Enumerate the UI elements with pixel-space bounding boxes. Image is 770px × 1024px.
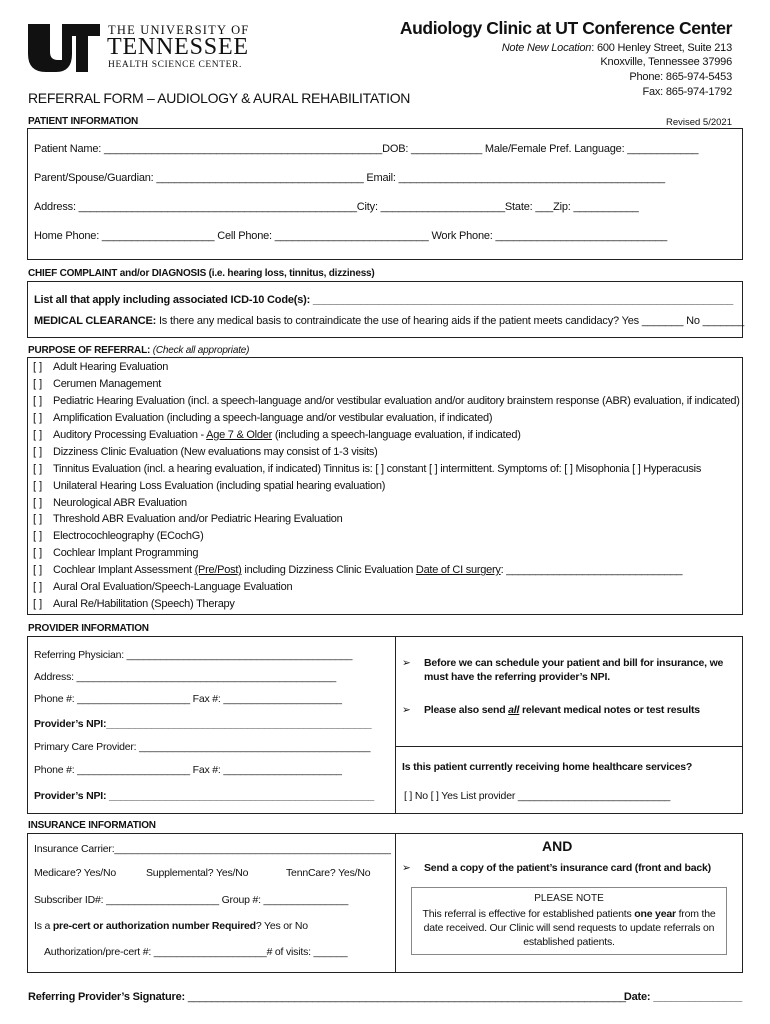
home-healthcare-question: Is this patient currently receiving home healthcare services?: [402, 761, 693, 773]
medicare-field[interactable]: Medicare? Yes/No: [34, 867, 117, 879]
note-text: from the date received. Our Clinic will send requests to update referrals on established patients.: [423, 908, 716, 948]
purpose-item: Pediatric Hearing Evaluation (incl. a speech-language and/or vestibular evaluation and/or auditory brainstem response (ABR) evaluation, if indicated): [53, 394, 740, 407]
home-healthcare-answer[interactable]: [ ] No [ ] Yes List provider ___________________________: [404, 790, 671, 802]
logo-line-1: THE UNIVERSITY OF: [108, 23, 250, 37]
provider-hdivider: [395, 746, 743, 747]
note-text: relevant medical notes or test results: [519, 704, 700, 716]
item-text: (including a speech-language evaluation, if indicated): [272, 428, 521, 441]
checkbox-6[interactable]: [ ]: [33, 445, 43, 458]
age-note: Age 7 & Older: [206, 428, 273, 441]
provider-phone-fax-field[interactable]: Phone #: ____________________ Fax #: _____________________: [34, 693, 342, 705]
checkbox-14[interactable]: [ ]: [33, 581, 43, 594]
purpose-checkboxes: [33, 359, 42, 613]
purpose-item: Cochlear Implant Programming: [53, 547, 199, 560]
arrow-icon: ➢: [402, 862, 411, 874]
patient-name-row[interactable]: Patient Name: _______________________________________________DOB: ____________ Male/Female Pref. Language: ____________: [34, 143, 699, 155]
revised-date: Revised 5/2021: [665, 117, 732, 128]
authorization-field[interactable]: Authorization/pre-cert #: ____________________# of visits: ______: [44, 946, 348, 958]
purpose-item: Neurological ABR Evaluation: [53, 496, 187, 509]
ci-surgery-date-label: Date of CI surgery: [415, 564, 501, 577]
patient-info-box: [27, 128, 743, 260]
complaint-box: [27, 281, 743, 338]
precert-text: Is a: [34, 920, 53, 932]
purpose-item-auditory-processing: [53, 427, 740, 444]
clinic-location: [502, 42, 732, 54]
precert-emphasis: pre-cert or authorization number Required: [52, 920, 256, 932]
signature-line[interactable]: __________________________________________________________________________: [185, 991, 626, 1003]
complaint-section-heading: CHIEF COMPLAINT and/or DIAGNOSIS (i.e. hearing loss, tinnitus, dizziness): [28, 268, 375, 279]
checkbox-13[interactable]: [ ]: [33, 564, 43, 577]
icd-codes-row[interactable]: List all that apply including associated ICD-10 Code(s): _______________________________________________________________________: [34, 294, 734, 306]
note-text: This referral is effective for established patients: [422, 908, 635, 920]
purpose-note: (Check all appropriate): [150, 345, 250, 356]
provider-address-field[interactable]: Address: ______________________________________________: [34, 671, 336, 683]
location-address: : 600 Henley Street, Suite 213: [591, 42, 732, 54]
provider-divider: [395, 636, 396, 814]
checkbox-10[interactable]: [ ]: [33, 513, 43, 526]
item-text: Auditory Processing Evaluation -: [53, 428, 207, 441]
clinic-fax: Fax: 865-974-1792: [642, 86, 732, 98]
checkbox-5[interactable]: [ ]: [33, 428, 43, 441]
clinic-title: Audiology Clinic at UT Conference Center: [399, 18, 732, 38]
purpose-item: Amplification Evaluation (including a speech-language and/or vestibular evaluation, if indicated): [53, 411, 493, 424]
purpose-item: Aural Re/Habilitation (Speech) Therapy: [53, 598, 235, 611]
pcp-phone-fax-field[interactable]: Phone #: ____________________ Fax #: _____________________: [34, 764, 342, 776]
checkbox-12[interactable]: [ ]: [33, 547, 43, 560]
insurance-divider: [395, 833, 396, 973]
arrow-icon: ➢: [402, 704, 411, 716]
clinic-phone: Phone: 865-974-5453: [629, 71, 732, 83]
checkbox-15[interactable]: [ ]: [33, 598, 43, 611]
checkbox-9[interactable]: [ ]: [33, 496, 43, 509]
university-logo: [28, 22, 260, 74]
insurance-carrier-field[interactable]: Insurance Carrier:_________________________________________________: [34, 843, 391, 855]
purpose-item: Unilateral Hearing Loss Evaluation (including spatial hearing evaluation): [53, 479, 386, 492]
logo-line-2: TENNESSEE: [107, 34, 249, 60]
purpose-item: Dizziness Clinic Evaluation (New evaluations may consist of 1-3 visits): [53, 445, 378, 458]
form-title: REFERRAL FORM – AUDIOLOGY & AURAL REHABILITATION: [28, 90, 411, 106]
note-text: Please also send: [424, 704, 509, 716]
subscriber-group-field[interactable]: Subscriber ID#: ____________________ Group #: _______________: [34, 894, 349, 906]
npi-note: [402, 656, 738, 684]
purpose-item: Electrocochleography (ECochG): [53, 530, 204, 543]
checkbox-11[interactable]: [ ]: [33, 530, 43, 543]
medical-clearance-row[interactable]: [34, 315, 744, 327]
insurance-card-text: Send a copy of the patient’s insurance card (front and back): [424, 862, 711, 874]
pcp-npi-field[interactable]: Provider’s NPI: _______________________________________________: [34, 790, 375, 802]
medical-notes-note: [402, 703, 738, 717]
signature-label: Referring Provider’s Signature:: [28, 991, 186, 1003]
purpose-item-tinnitus[interactable]: Tinnitus Evaluation (incl. a hearing evaluation, if indicated) Tinnitus is: [ ] constant [ ] intermittent. Symptoms of: [ ] Misophonia [ ] Hyperacusis: [53, 462, 702, 475]
checkbox-1[interactable]: [ ]: [33, 361, 43, 373]
purpose-item: Cerumen Management: [53, 377, 162, 390]
please-note-text: [416, 907, 722, 949]
checkbox-4[interactable]: [ ]: [33, 411, 43, 424]
phones-row[interactable]: Home Phone: ___________________ Cell Phone: __________________________ Work Phone: _____________________________: [34, 230, 668, 242]
purpose-heading: PURPOSE OF REFERRAL:: [28, 345, 151, 356]
tenncare-field[interactable]: TennCare? Yes/No: [286, 867, 371, 879]
signature-row[interactable]: [28, 991, 626, 1003]
purpose-item: Aural Oral Evaluation/Speech-Language Evaluation: [53, 581, 293, 594]
guardian-email-row[interactable]: Parent/Spouse/Guardian: ___________________________________ Email: _____________________________________________: [34, 172, 665, 184]
location-label: Note New Location: [501, 42, 592, 54]
purpose-section-heading: [28, 345, 249, 356]
npi-note-text: Before we can schedule your patient and bill for insurance, we must have the referring provider’s NPI.: [424, 657, 724, 683]
provider-npi-field[interactable]: Provider’s NPI:_______________________________________________: [34, 718, 372, 730]
primary-care-field[interactable]: Primary Care Provider: _________________________________________: [34, 741, 371, 753]
purpose-item: Threshold ABR Evaluation and/or Pediatric Hearing Evaluation: [53, 513, 343, 526]
referring-physician-field[interactable]: Referring Physician: ________________________________________: [34, 649, 353, 661]
ut-logo-icon: [28, 22, 100, 72]
checkbox-3[interactable]: [ ]: [33, 394, 43, 407]
logo-line-3: HEALTH SCIENCE CENTER.: [108, 60, 242, 70]
please-note-title: PLEASE NOTE: [534, 893, 604, 904]
supplemental-field[interactable]: Supplemental? Yes/No: [146, 867, 249, 879]
purpose-item: Adult Hearing Evaluation: [53, 361, 169, 373]
address-row[interactable]: Address: _______________________________________________City: _____________________State: ___Zip: ___________: [34, 201, 639, 213]
provider-section-heading: PROVIDER INFORMATION: [28, 623, 149, 634]
medical-clearance-label: MEDICAL CLEARANCE:: [34, 315, 157, 327]
precert-options: ? Yes or No: [255, 920, 308, 932]
arrow-icon: ➢: [402, 657, 411, 669]
medical-notes-text: [424, 704, 700, 716]
insurance-section-heading: INSURANCE INFORMATION: [28, 820, 156, 831]
ci-surgery-date-field[interactable]: : ______________________________: [500, 564, 683, 577]
note-emphasis: all: [508, 704, 520, 716]
item-text: Cochlear Implant Assessment: [53, 564, 195, 577]
and-label: AND: [542, 838, 573, 854]
purpose-item-cochlear-assessment[interactable]: [53, 562, 740, 579]
medical-clearance-text: Is there any medical basis to contraindicate the use of hearing aids if the patient meets candidacy? Yes _______ No _______: [156, 315, 745, 327]
clinic-city: Knoxville, Tennessee 37996: [600, 56, 732, 68]
precert-question[interactable]: [34, 920, 308, 932]
note-emphasis: one year: [634, 908, 676, 920]
item-text: including Dizziness Clinic Evaluation: [241, 564, 416, 577]
purpose-list: [53, 359, 740, 613]
signature-date[interactable]: Date: _______________: [623, 991, 742, 1003]
checkbox-7[interactable]: [ ]: [33, 462, 43, 475]
checkbox-8[interactable]: [ ]: [33, 479, 43, 492]
checkbox-2[interactable]: [ ]: [33, 377, 43, 390]
insurance-card-note: [402, 861, 738, 875]
pre-post-note: (Pre/Post): [194, 564, 242, 577]
patient-section-heading: PATIENT INFORMATION: [28, 116, 139, 127]
